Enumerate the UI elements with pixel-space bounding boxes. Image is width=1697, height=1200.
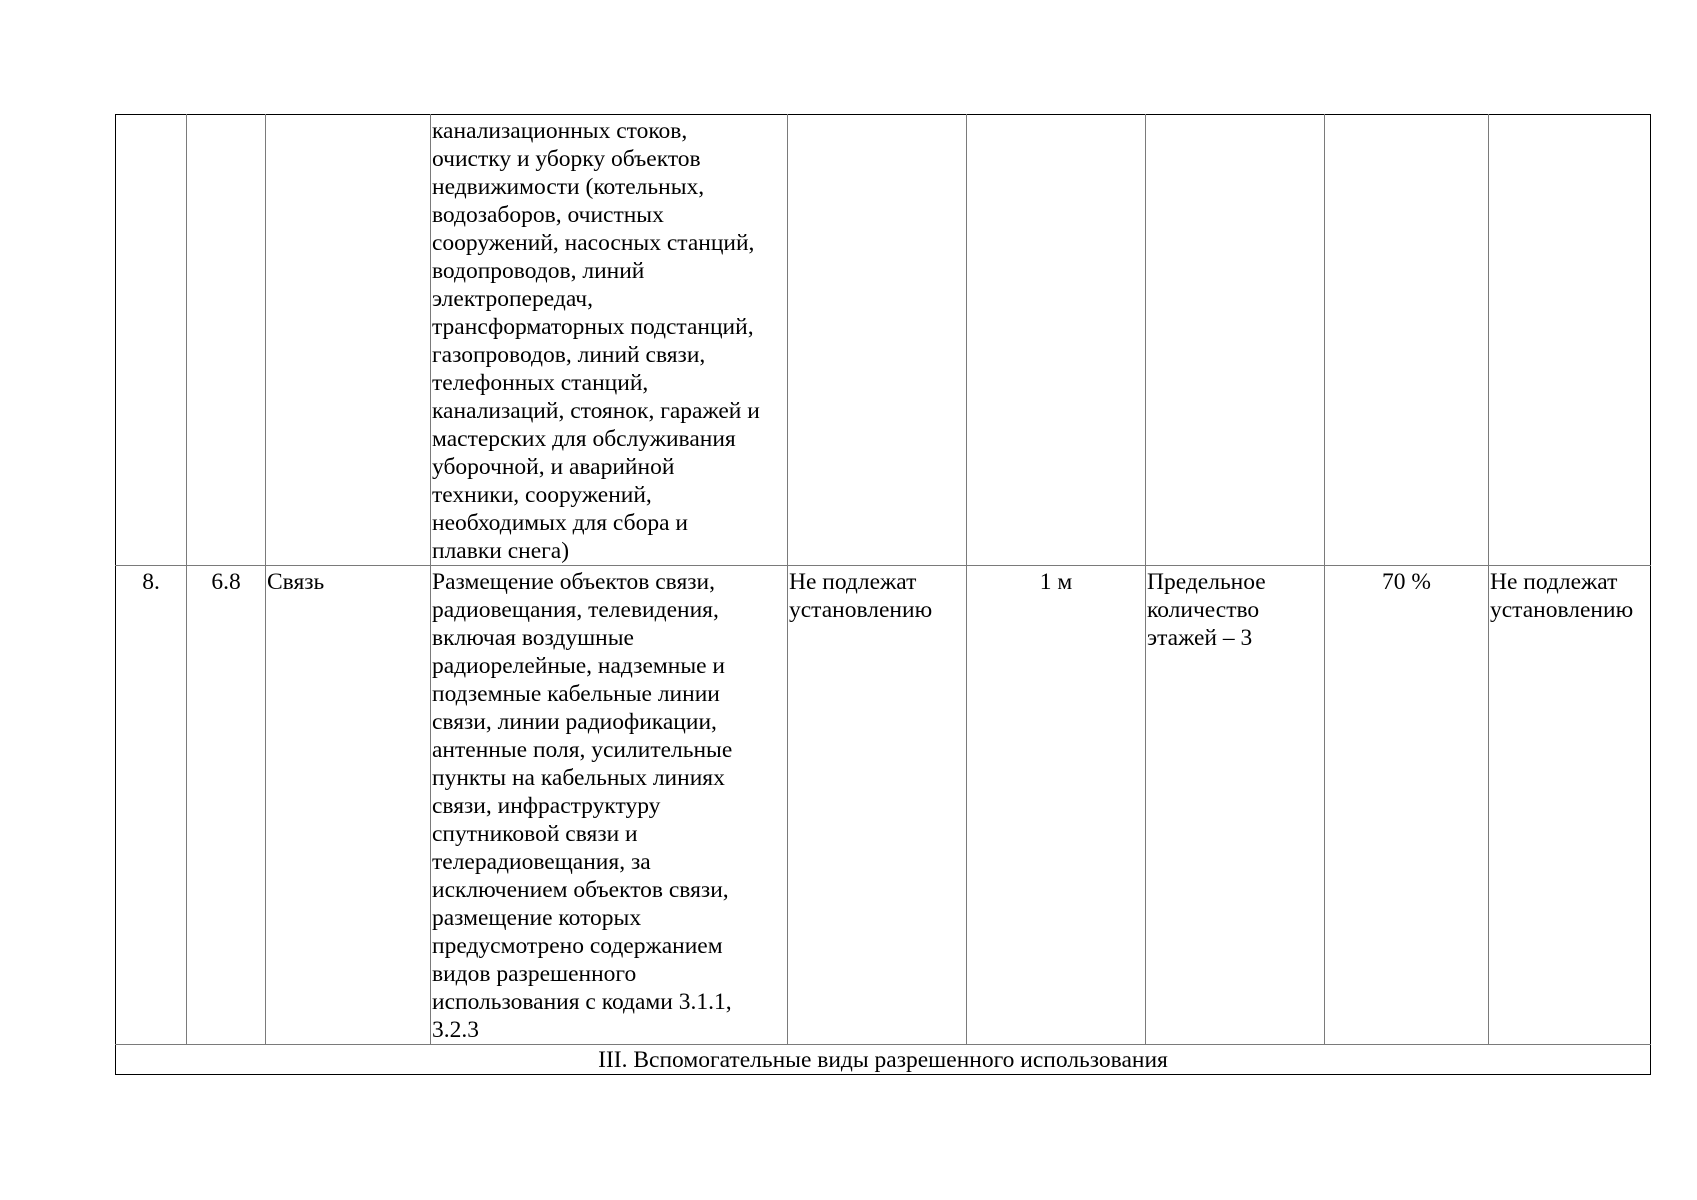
regulations-table [115, 114, 1651, 1075]
cell-number [116, 115, 187, 566]
floors-line: Предельное [1147, 569, 1266, 595]
description-line: антенные поля, усилительные [432, 737, 733, 763]
description-line: трансформаторных подстанций, [432, 314, 754, 340]
plot-size-line: Не подлежат [789, 569, 917, 595]
cell-code [187, 115, 266, 566]
description-line: радиорелейные, надземные и [432, 653, 726, 679]
description-line: пункты на кабельных линиях [432, 765, 725, 791]
description-line: очистку и уборку объектов [432, 146, 701, 172]
cell-setback: 1 м [967, 566, 1146, 1045]
cell-setback [967, 115, 1146, 566]
cell-other [1489, 566, 1651, 1045]
description-line: водозаборов, очистных [432, 202, 664, 228]
cell-number: 8. [116, 566, 187, 1045]
description-line: сооружений, насосных станций, [432, 230, 755, 256]
description-line: плавки снега) [432, 538, 570, 564]
cell-other [1489, 115, 1651, 566]
description-line: радиовещания, телевидения, [432, 597, 719, 623]
cell-coverage [1325, 115, 1489, 566]
description-line: телефонных станций, [432, 370, 649, 396]
description-line: использования с кодами 3.1.1, [432, 989, 732, 1015]
floors-line: этажей – 3 [1147, 625, 1253, 651]
section-heading: III. Вспомогательные виды разрешенного использования [116, 1045, 1651, 1075]
table-row-continuation [116, 115, 1651, 566]
floors-line: количество [1147, 597, 1260, 623]
description-line: газопроводов, линий связи, [432, 342, 706, 368]
cell-name [266, 115, 431, 566]
cell-coverage: 70 % [1325, 566, 1489, 1045]
description-line: исключением объектов связи, [432, 877, 729, 903]
description-line: предусмотрено содержанием [432, 933, 723, 959]
table-row-8 [116, 566, 1651, 1045]
description-line: электропередач, [432, 286, 594, 312]
description-line: 3.2.3 [432, 1017, 479, 1043]
description-line: водопроводов, линий [432, 258, 645, 284]
description-line: уборочной, и аварийной [432, 454, 675, 480]
description-line: мастерских для обслуживания [432, 426, 736, 452]
other-line: установлению [1490, 597, 1634, 623]
description-line: необходимых для сбора и [432, 510, 688, 536]
cell-code: 6.8 [187, 566, 266, 1045]
description-line: канализаций, стоянок, гаражей и [432, 398, 760, 424]
description-line: техники, сооружений, [432, 482, 652, 508]
description-line: размещение которых [432, 905, 642, 931]
cell-floors [1146, 115, 1325, 566]
description-line: связи, линии радиофикации, [432, 709, 717, 735]
description-line: включая воздушные [432, 625, 634, 651]
cell-name: Связь [266, 566, 431, 1045]
description-line: подземные кабельные линии [432, 681, 720, 707]
cell-plot-size [788, 115, 967, 566]
description-line: канализационных стоков, [432, 118, 688, 144]
table-row-section-heading [116, 1045, 1651, 1075]
description-line: спутниковой связи и [432, 821, 638, 847]
other-line: Не подлежат [1490, 569, 1618, 595]
cell-plot-size [788, 566, 967, 1045]
description-line: телерадиовещания, за [432, 849, 651, 875]
cell-floors [1146, 566, 1325, 1045]
cell-description [431, 566, 788, 1045]
description-line: связи, инфраструктуру [432, 793, 661, 819]
cell-description [431, 115, 788, 566]
plot-size-line: установлению [789, 597, 933, 623]
description-line: Размещение объектов связи, [432, 569, 715, 595]
description-line: видов разрешенного [432, 961, 637, 987]
description-line: недвижимости (котельных, [432, 174, 705, 200]
